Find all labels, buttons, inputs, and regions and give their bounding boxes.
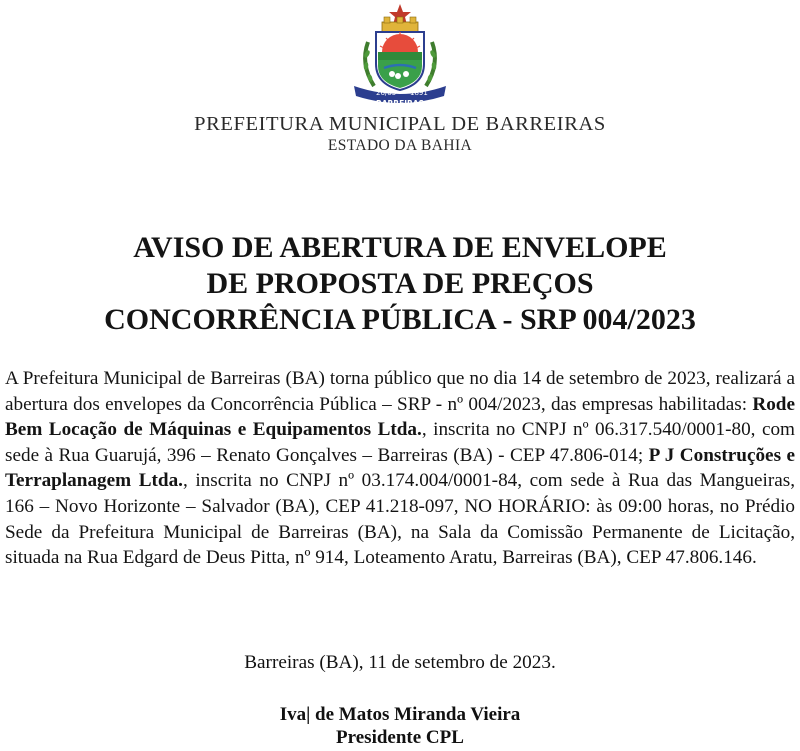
body-text-part-2: , inscrita no CNPJ nº 06.317.540/0001-80, com sede à Rua Guarujá, 396 – Renato Gonçalves – Barreiras (BA) - CEP 47.806-014; bbox=[5, 419, 795, 466]
signatory-name: Iva| de Matos Miranda Vieira bbox=[279, 704, 521, 725]
document-header bbox=[0, 112, 800, 156]
date-line: Barreiras (BA), 11 de setembro de 2023. bbox=[244, 652, 556, 673]
company-name-2: P J Construções e Terraplanagem Ltda. bbox=[5, 444, 796, 492]
svg-text:BARREIRAS: BARREIRAS bbox=[376, 99, 424, 108]
body-text-part-1: A Prefeitura Municipal de Barreiras (BA) torna público que no dia 14 de setembro de 2023, realizará a abertura dos envelopes da Concorrência Pública – SRP - nº 004/2023, das empresas habilitadas: bbox=[5, 368, 795, 415]
title-line-1: AVISO DE ABERTURA DE ENVELOPE bbox=[133, 231, 667, 264]
organization-name: PREFEITURA MUNICIPAL DE BARREIRAS bbox=[194, 113, 606, 135]
signatory-role: Presidente CPL bbox=[336, 727, 464, 748]
municipal-coat-of-arms bbox=[340, 2, 460, 110]
svg-text:26/05: 26/05 bbox=[376, 89, 397, 97]
company-name-1: Rode Bem Locação de Máquinas e Equipamentos Ltda. bbox=[5, 393, 795, 441]
state-name: ESTADO DA BAHIA bbox=[327, 137, 473, 154]
title-line-3: CONCORRÊNCIA PÚBLICA - SRP 004/2023 bbox=[104, 303, 696, 336]
notice-body bbox=[5, 366, 795, 571]
svg-text:1891: 1891 bbox=[410, 89, 428, 97]
body-text-part-3: , inscrita no CNPJ nº 03.174.004/0001-84, com sede à Rua das Mangueiras, 166 – Novo Horizonte – Salvador (BA), CEP 41.218-097, NO HORÁRIO: às 09:00 horas, no Prédio Sede da Prefeitura Municipal de Barreiras (BA), na Sala da Comissão Permanente de Licitação, situada na Rua Edgard de Deus Pitta, nº 914, Loteamento Aratu, Barreiras (BA), CEP 47.806.146. bbox=[5, 470, 795, 569]
title-line-2: DE PROPOSTA DE PREÇOS bbox=[206, 267, 594, 300]
notice-title bbox=[0, 230, 800, 338]
signature-block bbox=[0, 703, 800, 749]
